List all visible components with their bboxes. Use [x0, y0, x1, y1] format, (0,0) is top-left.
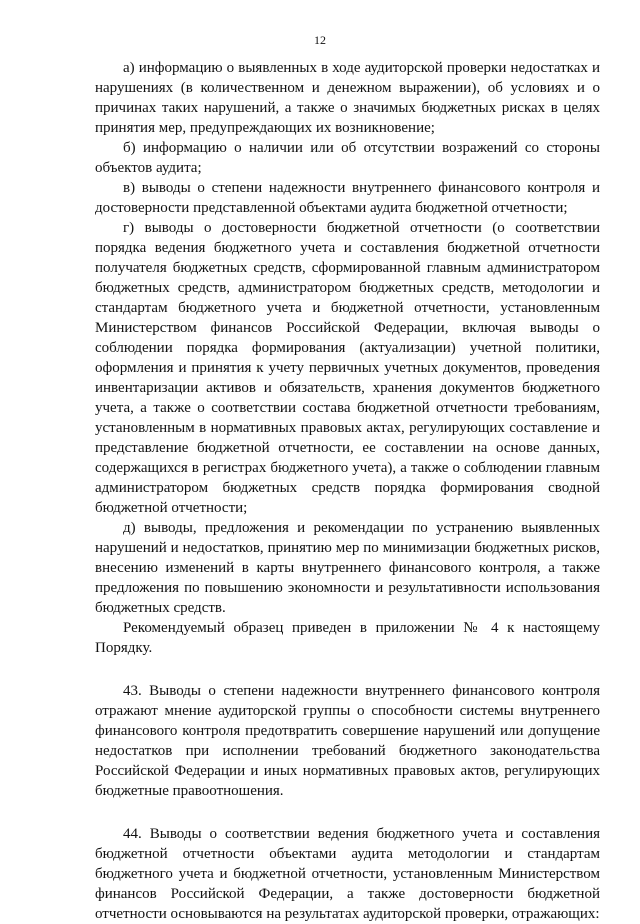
document-body — [95, 58, 600, 924]
paragraph-item-a: а) информацию о выявленных в ходе аудиторской проверки недостатках и нарушениях (в количественном и денежном выражении), об условиях и о причинах таких нарушений, а также о значимых бюджетных рисках в целях принятия мер, предупреждающих их возникновение; — [95, 60, 600, 136]
paragraph-section-44: 44. Выводы о соответствии ведения бюджетного учета и составления бюджетной отчетности объектами аудита методологии и стандартам бюджетного учета и бюджетной отчетности, установленным Министерством финансов Российской Федерации, а также достоверности бюджетной отчетности основываются на результатах аудиторской проверки, отражающих: — [95, 826, 600, 922]
paragraph-item-b: б) информацию о наличии или об отсутствии возражений со стороны объектов аудита; — [95, 140, 600, 176]
paragraph-item-v: в) выводы о степени надежности внутреннего финансового контроля и достоверности представленной объектами аудита бюджетной отчетности; — [95, 180, 600, 216]
paragraph-section-43: 43. Выводы о степени надежности внутреннего финансового контроля отражают мнение аудиторской группы о способности системы внутреннего финансового контроля предотвратить совершение нарушений или допущение недостатков при исполнении требований бюджетного законодательства Российской Федерации и иных нормативных правовых актов, регулирующих бюджетные правоотношения. — [95, 683, 600, 799]
paragraph-item-g: г) выводы о достоверности бюджетной отчетности (о соответствии порядка ведения бюджетного учета и составления бюджетной отчетности получателя бюджетных средств, сформированной главным администратором бюджетных средств, администратором бюджетных средств, методологии и стандартам бюджетного учета и бюджетной отчетности, установленным Министерством финансов Российской Федерации, включая выводы о соблюдении порядка формирования (актуализации) учетной политики, оформления и принятия к учету первичных учетных документов, проведения инвентаризации активов и обязательств, хранения документов бюджетного учета, а также о соответствии состава бюджетной отчетности требованиям, установленным в нормативных правовых актах, регулирующих составление и представление бюджетной отчетности, ее составлении на основе данных, содержащихся в регистрах бюджетного учета), а также о соблюдении главным администратором бюджетных средств порядка формирования сводной бюджетной отчетности; — [95, 220, 600, 516]
page-number: 12 — [314, 33, 326, 47]
paragraph-item-d: д) выводы, предложения и рекомендации по устранению выявленных нарушений и недостатков, принятию мер по минимизации бюджетных рисков, внесению изменений в карты внутреннего финансового контроля, а также предложения по повышению экономности и результативности использования бюджетных средств. — [95, 520, 600, 616]
paragraph-sample-reference: Рекомендуемый образец приведен в приложении № 4 к настоящему Порядку. — [95, 620, 600, 656]
